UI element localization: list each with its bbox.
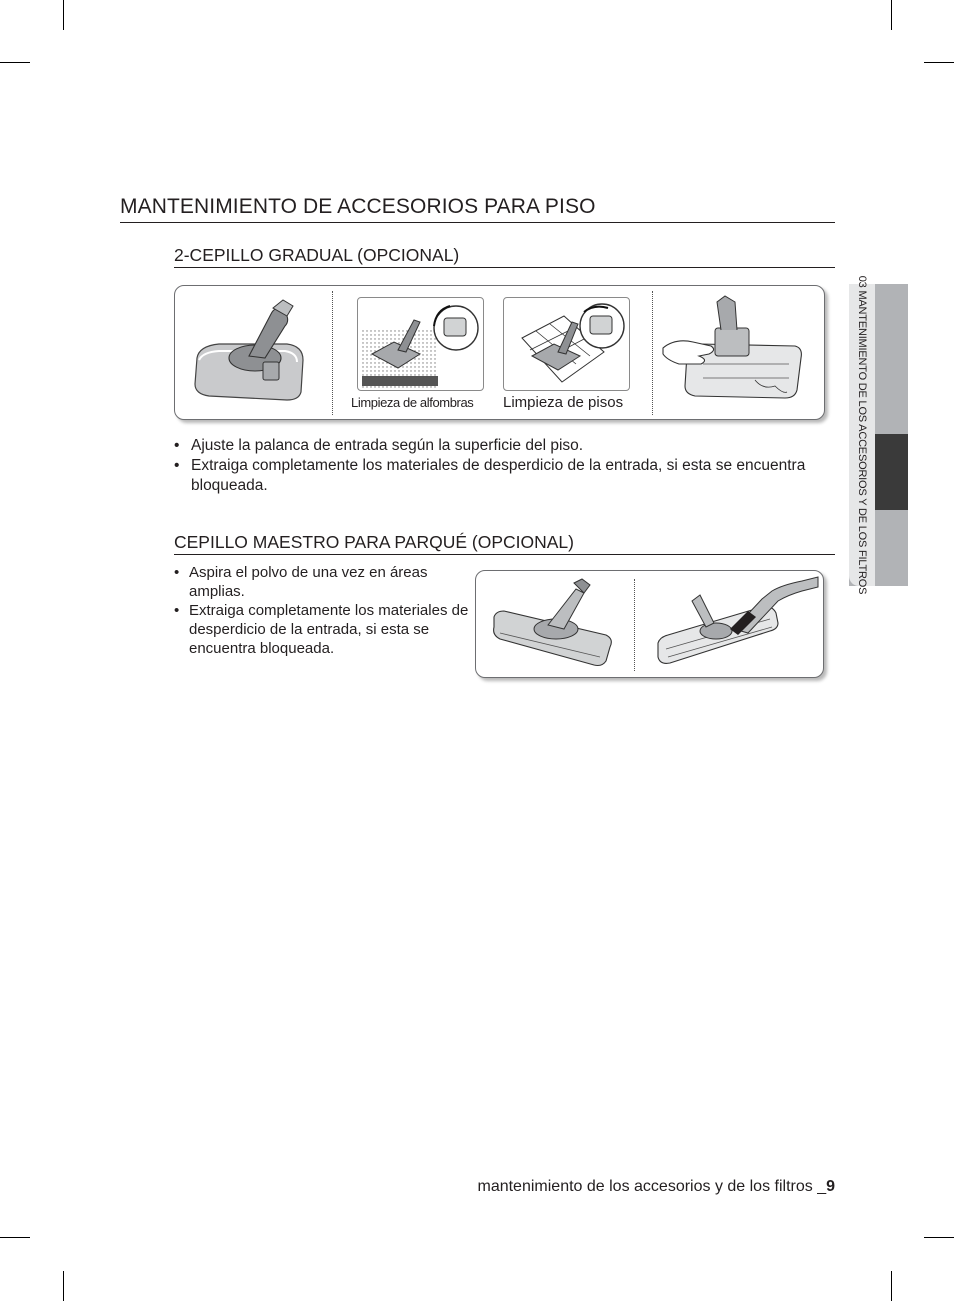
page-footer <box>477 1178 835 1196</box>
brush-head-illustration <box>189 296 319 406</box>
crop-mark <box>924 1237 954 1238</box>
list-item: • Extraiga completamente los materiales de desperdicio de la entrada, si esta se encuentra bloqueada. <box>174 456 814 496</box>
caption-floor: Limpieza de pisos <box>503 394 624 411</box>
divider <box>634 579 635 671</box>
crop-mark <box>63 0 64 30</box>
chapter-tab-label: 03 MANTENIMIENTO DE LOS ACCESORIOS Y DE LOS FILTROS <box>856 275 868 595</box>
parquet-brush-cleaning-illustration <box>652 573 820 673</box>
carpet-mode-inset <box>357 297 484 391</box>
crop-mark <box>0 1237 30 1238</box>
crop-mark <box>924 62 954 63</box>
list-item: • Ajuste la palanca de entrada según la superficie del piso. <box>174 436 814 456</box>
divider <box>332 291 333 415</box>
brush-underside-illustration <box>659 294 819 412</box>
parquet-brush-figure <box>475 570 824 678</box>
section-title-gradual-brush: 2-CEPILLO GRADUAL (OPCIONAL) <box>174 244 835 268</box>
parquet-brush-instructions <box>174 563 469 658</box>
parquet-brush-illustration <box>490 577 620 673</box>
crop-mark <box>891 0 892 30</box>
gradual-brush-instructions <box>174 436 814 496</box>
chapter-tab-marker <box>875 434 908 510</box>
caption-carpet: Limpieza de alfombras <box>351 395 474 410</box>
list-item: • Aspira el polvo de una vez en áreas amplias. <box>174 563 469 601</box>
section-title-parquet-brush: CEPILLO MAESTRO PARA PARQUÉ (OPCIONAL) <box>174 531 835 555</box>
gradual-brush-figure <box>174 285 825 420</box>
chapter-tab-text <box>849 275 875 595</box>
floor-mode-inset <box>503 297 630 391</box>
crop-mark <box>0 62 30 63</box>
crop-mark <box>891 1271 892 1301</box>
page-title: MANTENIMIENTO DE ACCESORIOS PARA PISO <box>120 194 835 223</box>
divider <box>652 291 653 415</box>
crop-mark <box>63 1271 64 1301</box>
page-number: 9 <box>826 1178 835 1195</box>
footer-text: mantenimiento de los accesorios y de los filtros _ <box>477 1178 827 1195</box>
list-item: • Extraiga completamente los materiales de desperdicio de la entrada, si esta se encuentra bloqueada. <box>174 601 469 658</box>
